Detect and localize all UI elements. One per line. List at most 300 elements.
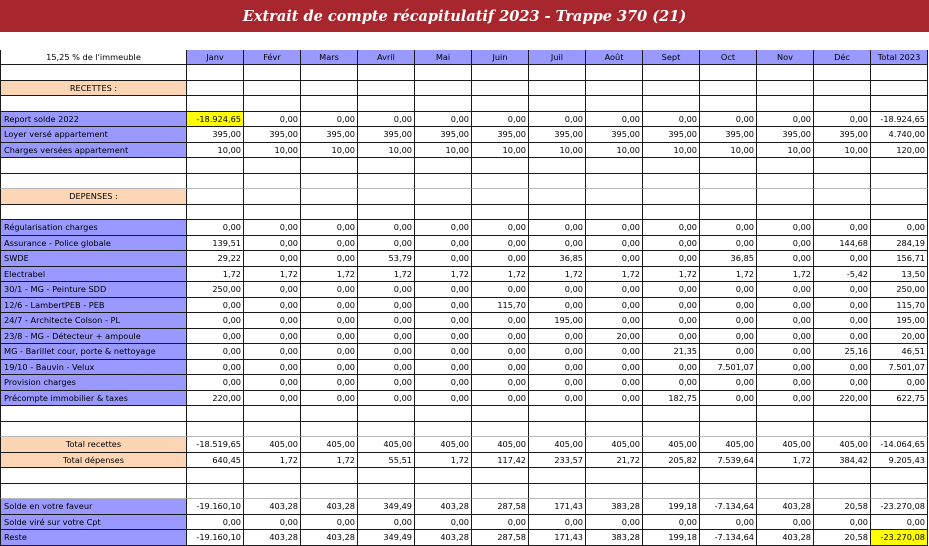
recette-value[interactable]: 395,00 — [700, 127, 757, 143]
recette-value[interactable]: 395,00 — [643, 127, 700, 143]
depense-value[interactable]: 0,00 — [586, 360, 643, 376]
solde-value[interactable]: 383,28 — [586, 499, 643, 515]
section-title-depenses[interactable]: DEPENSES : — [0, 189, 187, 205]
depense-value[interactable]: 0,00 — [757, 313, 814, 329]
depense-value[interactable]: 0,00 — [472, 251, 529, 267]
solde-value[interactable]: 287,58 — [472, 499, 529, 515]
solde-value[interactable]: 0,00 — [871, 515, 928, 531]
depense-value[interactable]: 0,00 — [529, 236, 586, 252]
empty-cell[interactable] — [415, 406, 472, 422]
empty-cell[interactable] — [301, 96, 358, 112]
empty-cell[interactable] — [415, 65, 472, 81]
total-value[interactable]: 640,45 — [187, 453, 244, 469]
solde-value[interactable]: -23.270,08 — [871, 530, 928, 546]
solde-value[interactable]: 0,00 — [814, 515, 871, 531]
column-header[interactable]: Août — [586, 50, 643, 65]
solde-label[interactable]: Reste — [0, 530, 187, 546]
empty-cell[interactable] — [700, 422, 757, 438]
depense-value[interactable]: 0,00 — [814, 220, 871, 236]
depense-value[interactable]: 220,00 — [814, 391, 871, 407]
depense-value[interactable]: 0,00 — [814, 298, 871, 314]
depense-value[interactable]: 0,00 — [586, 282, 643, 298]
empty-cell[interactable] — [757, 158, 814, 174]
recette-value[interactable]: 0,00 — [472, 112, 529, 128]
depense-value[interactable]: 1,72 — [757, 267, 814, 283]
depense-value[interactable]: 0,00 — [301, 236, 358, 252]
solde-value[interactable]: 20,58 — [814, 530, 871, 546]
depense-value[interactable]: 0,00 — [358, 236, 415, 252]
empty-cell[interactable] — [757, 174, 814, 190]
recette-value[interactable]: 120,00 — [871, 143, 928, 159]
empty-cell[interactable] — [814, 484, 871, 500]
depense-value[interactable]: 0,00 — [814, 375, 871, 391]
solde-value[interactable]: 287,58 — [472, 530, 529, 546]
depense-label[interactable]: 30/1 - MG - Peinture SDD — [0, 282, 187, 298]
empty-cell[interactable] — [244, 189, 301, 205]
depense-value[interactable]: 0,00 — [586, 375, 643, 391]
depense-value[interactable]: 0,00 — [358, 220, 415, 236]
solde-value[interactable]: 0,00 — [529, 515, 586, 531]
depense-value[interactable]: 0,00 — [187, 329, 244, 345]
solde-value[interactable]: -7.134,64 — [700, 530, 757, 546]
recette-value[interactable]: 0,00 — [814, 112, 871, 128]
empty-cell[interactable] — [586, 81, 643, 97]
recette-value[interactable]: 395,00 — [415, 127, 472, 143]
depense-value[interactable]: 0,00 — [586, 391, 643, 407]
recette-value[interactable]: 10,00 — [187, 143, 244, 159]
empty-cell[interactable] — [244, 422, 301, 438]
depense-value[interactable]: 0,00 — [643, 329, 700, 345]
depense-value[interactable]: 0,00 — [244, 220, 301, 236]
empty-cell[interactable] — [871, 205, 928, 221]
empty-cell[interactable] — [871, 189, 928, 205]
recette-value[interactable]: 10,00 — [244, 143, 301, 159]
depense-value[interactable]: 0,00 — [643, 282, 700, 298]
empty-cell[interactable] — [0, 484, 187, 500]
empty-cell[interactable] — [244, 65, 301, 81]
empty-cell[interactable] — [643, 484, 700, 500]
empty-cell[interactable] — [301, 174, 358, 190]
empty-cell[interactable] — [472, 174, 529, 190]
depense-value[interactable]: 0,00 — [244, 360, 301, 376]
recette-value[interactable]: 10,00 — [472, 143, 529, 159]
depense-value[interactable]: 0,00 — [643, 375, 700, 391]
depense-value[interactable]: 115,70 — [472, 298, 529, 314]
total-value[interactable]: 55,51 — [358, 453, 415, 469]
depense-value[interactable]: 0,00 — [244, 375, 301, 391]
depense-label[interactable]: 23/8 - MG - Détecteur + ampoule — [0, 329, 187, 345]
recette-value[interactable]: 10,00 — [529, 143, 586, 159]
empty-cell[interactable] — [301, 158, 358, 174]
recette-value[interactable]: 395,00 — [472, 127, 529, 143]
empty-cell[interactable] — [244, 96, 301, 112]
depense-value[interactable]: 0,00 — [358, 313, 415, 329]
solde-value[interactable]: 403,28 — [244, 530, 301, 546]
empty-cell[interactable] — [700, 468, 757, 484]
depense-value[interactable]: 0,00 — [358, 391, 415, 407]
depense-label[interactable]: Provision charges — [0, 375, 187, 391]
column-header[interactable]: Avril — [358, 50, 415, 65]
empty-cell[interactable] — [700, 406, 757, 422]
empty-cell[interactable] — [529, 205, 586, 221]
column-header[interactable]: Févr — [244, 50, 301, 65]
total-label[interactable]: Total dépenses — [0, 453, 187, 469]
total-value[interactable]: 1,72 — [415, 453, 472, 469]
depense-value[interactable]: 250,00 — [187, 282, 244, 298]
depense-value[interactable]: 0,00 — [301, 220, 358, 236]
depense-value[interactable]: 1,72 — [472, 267, 529, 283]
depense-value[interactable]: 115,70 — [871, 298, 928, 314]
depense-value[interactable]: 1,72 — [415, 267, 472, 283]
depense-value[interactable]: 0,00 — [757, 360, 814, 376]
solde-value[interactable]: 171,43 — [529, 499, 586, 515]
recette-value[interactable]: 395,00 — [814, 127, 871, 143]
depense-value[interactable]: 0,00 — [700, 391, 757, 407]
empty-cell[interactable] — [0, 65, 187, 81]
depense-value[interactable]: 0,00 — [814, 329, 871, 345]
empty-cell[interactable] — [700, 158, 757, 174]
depense-value[interactable]: 0,00 — [187, 313, 244, 329]
depense-label[interactable]: Assurance - Police globale — [0, 236, 187, 252]
empty-cell[interactable] — [187, 205, 244, 221]
empty-cell[interactable] — [814, 81, 871, 97]
recette-label[interactable]: Report solde 2022 — [0, 112, 187, 128]
total-label[interactable]: Total recettes — [0, 437, 187, 453]
depense-label[interactable]: 24/7 - Architecte Colson - PL — [0, 313, 187, 329]
empty-cell[interactable] — [700, 484, 757, 500]
empty-cell[interactable] — [643, 96, 700, 112]
depense-value[interactable]: 156,71 — [871, 251, 928, 267]
empty-cell[interactable] — [187, 96, 244, 112]
depense-value[interactable]: 0,00 — [700, 236, 757, 252]
depense-value[interactable]: 284,19 — [871, 236, 928, 252]
empty-cell[interactable] — [0, 158, 187, 174]
depense-value[interactable]: 0,00 — [586, 313, 643, 329]
empty-cell[interactable] — [814, 96, 871, 112]
empty-cell[interactable] — [871, 422, 928, 438]
depense-value[interactable]: 36,85 — [700, 251, 757, 267]
depense-value[interactable]: 0,00 — [244, 251, 301, 267]
total-value[interactable]: 1,72 — [757, 453, 814, 469]
empty-cell[interactable] — [358, 468, 415, 484]
depense-value[interactable]: 0,00 — [529, 391, 586, 407]
recette-value[interactable]: 0,00 — [586, 112, 643, 128]
depense-value[interactable]: 0,00 — [643, 220, 700, 236]
total-value[interactable]: 405,00 — [700, 437, 757, 453]
empty-cell[interactable] — [586, 205, 643, 221]
recette-value[interactable]: 395,00 — [358, 127, 415, 143]
depense-value[interactable]: 0,00 — [415, 375, 472, 391]
depense-value[interactable]: 53,79 — [358, 251, 415, 267]
solde-value[interactable]: 383,28 — [586, 530, 643, 546]
total-value[interactable]: 1,72 — [301, 453, 358, 469]
empty-cell[interactable] — [814, 65, 871, 81]
recette-value[interactable]: 10,00 — [643, 143, 700, 159]
depense-value[interactable]: 0,00 — [244, 236, 301, 252]
solde-value[interactable]: 349,49 — [358, 499, 415, 515]
solde-value[interactable]: 403,28 — [301, 499, 358, 515]
empty-cell[interactable] — [187, 189, 244, 205]
depense-value[interactable]: 195,00 — [529, 313, 586, 329]
column-header[interactable]: Sept — [643, 50, 700, 65]
total-value[interactable]: -18.519,65 — [187, 437, 244, 453]
depense-value[interactable]: 0,00 — [814, 282, 871, 298]
solde-value[interactable]: 0,00 — [472, 515, 529, 531]
depense-value[interactable]: 0,00 — [301, 375, 358, 391]
recette-label[interactable]: Loyer versé appartement — [0, 127, 187, 143]
depense-value[interactable]: 144,68 — [814, 236, 871, 252]
solde-value[interactable]: 0,00 — [301, 515, 358, 531]
recette-value[interactable]: 10,00 — [814, 143, 871, 159]
empty-cell[interactable] — [529, 422, 586, 438]
depense-value[interactable]: 1,72 — [187, 267, 244, 283]
solde-value[interactable]: -7.134,64 — [700, 499, 757, 515]
empty-cell[interactable] — [700, 174, 757, 190]
depense-value[interactable]: 0,00 — [301, 329, 358, 345]
recette-value[interactable]: 4.740,00 — [871, 127, 928, 143]
empty-cell[interactable] — [700, 81, 757, 97]
depense-value[interactable]: 0,00 — [244, 282, 301, 298]
empty-cell[interactable] — [700, 96, 757, 112]
total-value[interactable]: 405,00 — [529, 437, 586, 453]
depense-value[interactable]: 0,00 — [529, 282, 586, 298]
empty-cell[interactable] — [187, 81, 244, 97]
column-header[interactable]: Déc — [814, 50, 871, 65]
empty-cell[interactable] — [301, 484, 358, 500]
empty-cell[interactable] — [814, 158, 871, 174]
solde-value[interactable]: 403,28 — [301, 530, 358, 546]
depense-value[interactable]: 0,00 — [244, 313, 301, 329]
solde-label[interactable]: Solde en votre faveur — [0, 499, 187, 515]
total-value[interactable]: 405,00 — [814, 437, 871, 453]
empty-cell[interactable] — [358, 174, 415, 190]
depense-value[interactable]: 0,00 — [244, 329, 301, 345]
column-header[interactable]: Oct — [700, 50, 757, 65]
empty-cell[interactable] — [358, 189, 415, 205]
depense-value[interactable]: 139,51 — [187, 236, 244, 252]
depense-value[interactable]: 1,72 — [643, 267, 700, 283]
depense-value[interactable]: 0,00 — [472, 360, 529, 376]
solde-value[interactable]: 0,00 — [358, 515, 415, 531]
empty-cell[interactable] — [586, 189, 643, 205]
depense-value[interactable]: 0,00 — [472, 329, 529, 345]
depense-value[interactable]: 1,72 — [529, 267, 586, 283]
empty-cell[interactable] — [301, 205, 358, 221]
solde-label[interactable]: Solde viré sur votre Cpt — [0, 515, 187, 531]
solde-value[interactable]: 199,18 — [643, 499, 700, 515]
depense-value[interactable]: 0,00 — [700, 313, 757, 329]
empty-cell[interactable] — [529, 189, 586, 205]
solde-value[interactable]: -19.160,10 — [187, 499, 244, 515]
depense-value[interactable]: 0,00 — [700, 220, 757, 236]
depense-value[interactable]: 0,00 — [472, 282, 529, 298]
total-value[interactable]: 405,00 — [472, 437, 529, 453]
empty-cell[interactable] — [472, 406, 529, 422]
depense-value[interactable]: 1,72 — [700, 267, 757, 283]
empty-cell[interactable] — [700, 189, 757, 205]
depense-value[interactable]: 25,16 — [814, 344, 871, 360]
depense-value[interactable]: 0,00 — [415, 391, 472, 407]
depense-value[interactable]: 0,00 — [301, 313, 358, 329]
empty-cell[interactable] — [814, 189, 871, 205]
empty-cell[interactable] — [244, 406, 301, 422]
empty-cell[interactable] — [301, 65, 358, 81]
depense-value[interactable]: 0,00 — [301, 344, 358, 360]
total-value[interactable]: 117,42 — [472, 453, 529, 469]
total-value[interactable]: 384,42 — [814, 453, 871, 469]
column-header[interactable]: Mars — [301, 50, 358, 65]
depense-value[interactable]: 0,00 — [643, 360, 700, 376]
empty-cell[interactable] — [871, 96, 928, 112]
depense-value[interactable]: 0,00 — [871, 375, 928, 391]
recette-value[interactable]: 10,00 — [301, 143, 358, 159]
empty-cell[interactable] — [472, 65, 529, 81]
depense-value[interactable]: 220,00 — [187, 391, 244, 407]
column-header[interactable]: Total 2023 — [871, 50, 928, 65]
empty-cell[interactable] — [244, 205, 301, 221]
solde-value[interactable]: 403,28 — [757, 530, 814, 546]
depense-value[interactable]: 0,00 — [415, 313, 472, 329]
depense-value[interactable]: 0,00 — [244, 391, 301, 407]
empty-cell[interactable] — [700, 205, 757, 221]
depense-value[interactable]: 1,72 — [586, 267, 643, 283]
empty-cell[interactable] — [586, 96, 643, 112]
empty-cell[interactable] — [757, 205, 814, 221]
empty-cell[interactable] — [472, 468, 529, 484]
depense-value[interactable]: 0,00 — [187, 344, 244, 360]
depense-value[interactable]: 0,00 — [472, 375, 529, 391]
empty-cell[interactable] — [643, 406, 700, 422]
empty-cell[interactable] — [244, 158, 301, 174]
empty-cell[interactable] — [301, 422, 358, 438]
empty-cell[interactable] — [358, 205, 415, 221]
empty-cell[interactable] — [415, 189, 472, 205]
depense-value[interactable]: 0,00 — [415, 329, 472, 345]
depense-value[interactable]: 0,00 — [757, 329, 814, 345]
depense-value[interactable]: 0,00 — [757, 251, 814, 267]
empty-cell[interactable] — [871, 484, 928, 500]
empty-cell[interactable] — [301, 81, 358, 97]
empty-cell[interactable] — [187, 422, 244, 438]
depense-value[interactable]: 0,00 — [358, 298, 415, 314]
recette-value[interactable]: 0,00 — [700, 112, 757, 128]
empty-cell[interactable] — [472, 205, 529, 221]
empty-cell[interactable] — [814, 406, 871, 422]
depense-value[interactable]: 0,00 — [643, 236, 700, 252]
depense-value[interactable]: 0,00 — [700, 282, 757, 298]
depense-value[interactable]: 0,00 — [757, 220, 814, 236]
depense-value[interactable]: 0,00 — [472, 236, 529, 252]
empty-cell[interactable] — [0, 422, 187, 438]
depense-label[interactable]: 12/6 - LambertPEB - PEB — [0, 298, 187, 314]
empty-cell[interactable] — [415, 205, 472, 221]
recette-value[interactable]: 0,00 — [529, 112, 586, 128]
solde-value[interactable]: 0,00 — [757, 515, 814, 531]
total-value[interactable]: 405,00 — [643, 437, 700, 453]
depense-value[interactable]: 0,00 — [586, 220, 643, 236]
depense-value[interactable]: 0,00 — [529, 344, 586, 360]
empty-cell[interactable] — [586, 406, 643, 422]
empty-cell[interactable] — [415, 484, 472, 500]
empty-cell[interactable] — [643, 468, 700, 484]
depense-value[interactable]: 0,00 — [757, 344, 814, 360]
empty-cell[interactable] — [586, 422, 643, 438]
empty-cell[interactable] — [358, 96, 415, 112]
depense-value[interactable]: 0,00 — [187, 220, 244, 236]
empty-cell[interactable] — [415, 158, 472, 174]
empty-cell[interactable] — [0, 174, 187, 190]
depense-value[interactable]: 0,00 — [529, 329, 586, 345]
empty-cell[interactable] — [643, 174, 700, 190]
empty-cell[interactable] — [757, 96, 814, 112]
depense-value[interactable]: 0,00 — [415, 251, 472, 267]
recette-value[interactable]: 395,00 — [301, 127, 358, 143]
depense-value[interactable]: 0,00 — [301, 298, 358, 314]
recette-value[interactable]: -18.924,65 — [871, 112, 928, 128]
recette-value[interactable]: 0,00 — [643, 112, 700, 128]
depense-value[interactable]: 0,00 — [301, 360, 358, 376]
depense-value[interactable]: 0,00 — [529, 220, 586, 236]
empty-cell[interactable] — [757, 422, 814, 438]
empty-cell[interactable] — [529, 468, 586, 484]
empty-cell[interactable] — [757, 81, 814, 97]
recette-value[interactable]: -18.924,65 — [187, 112, 244, 128]
empty-cell[interactable] — [187, 174, 244, 190]
solde-value[interactable]: 403,28 — [244, 499, 301, 515]
empty-cell[interactable] — [643, 65, 700, 81]
solde-value[interactable]: 199,18 — [643, 530, 700, 546]
empty-cell[interactable] — [814, 205, 871, 221]
total-value[interactable]: 7.539,64 — [700, 453, 757, 469]
empty-cell[interactable] — [700, 65, 757, 81]
solde-value[interactable]: -23.270,08 — [871, 499, 928, 515]
depense-value[interactable]: -5,42 — [814, 267, 871, 283]
depense-value[interactable]: 0,00 — [358, 375, 415, 391]
depense-value[interactable]: 0,00 — [301, 251, 358, 267]
depense-value[interactable]: 0,00 — [700, 344, 757, 360]
recette-value[interactable]: 10,00 — [358, 143, 415, 159]
depense-label[interactable]: Régularisation charges — [0, 220, 187, 236]
depense-value[interactable]: 29,22 — [187, 251, 244, 267]
empty-cell[interactable] — [244, 174, 301, 190]
empty-cell[interactable] — [529, 65, 586, 81]
empty-cell[interactable] — [415, 468, 472, 484]
depense-value[interactable]: 0,00 — [358, 329, 415, 345]
depense-value[interactable]: 0,00 — [871, 220, 928, 236]
recette-value[interactable]: 10,00 — [586, 143, 643, 159]
empty-cell[interactable] — [871, 468, 928, 484]
empty-cell[interactable] — [301, 406, 358, 422]
depense-value[interactable]: 0,00 — [757, 375, 814, 391]
depense-value[interactable]: 0,00 — [472, 391, 529, 407]
empty-cell[interactable] — [871, 65, 928, 81]
empty-cell[interactable] — [0, 96, 187, 112]
depense-value[interactable]: 0,00 — [529, 298, 586, 314]
empty-cell[interactable] — [415, 81, 472, 97]
depense-value[interactable]: 0,00 — [358, 344, 415, 360]
total-value[interactable]: -14.064,65 — [871, 437, 928, 453]
empty-cell[interactable] — [415, 174, 472, 190]
depense-value[interactable]: 0,00 — [244, 344, 301, 360]
recette-value[interactable]: 395,00 — [529, 127, 586, 143]
empty-cell[interactable] — [0, 468, 187, 484]
depense-value[interactable]: 0,00 — [586, 344, 643, 360]
solde-value[interactable]: 403,28 — [757, 499, 814, 515]
depense-value[interactable]: 0,00 — [472, 313, 529, 329]
empty-cell[interactable] — [529, 406, 586, 422]
total-value[interactable]: 405,00 — [757, 437, 814, 453]
depense-value[interactable]: 0,00 — [472, 220, 529, 236]
